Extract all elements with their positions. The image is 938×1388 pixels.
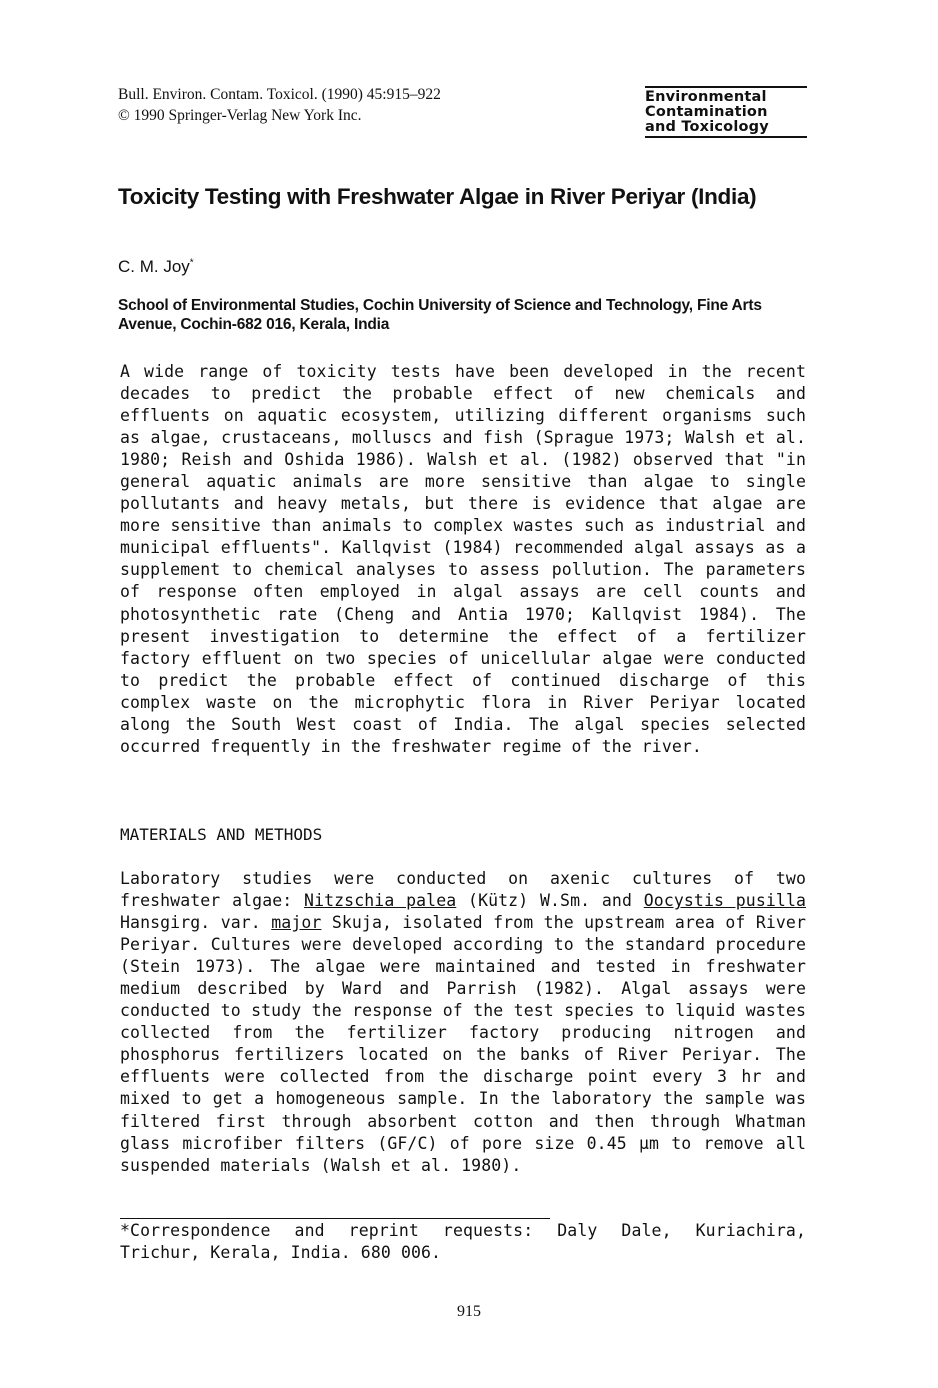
author-line	[118, 257, 194, 277]
running-header	[118, 84, 441, 126]
section-heading-methods: MATERIALS AND METHODS	[120, 825, 323, 844]
correspondence-footnote: *Correspondence and reprint requests: Daly Dale, Kuriachira, Trichur, Kerala, India. 680 006.	[120, 1221, 806, 1263]
footnote-divider	[120, 1218, 550, 1219]
author-name: C. M. Joy	[118, 257, 190, 276]
species-name-nitzschia: Nitzschia palea	[304, 891, 457, 911]
article-title: Toxicity Testing with Freshwater Algae in River Periyar (India)	[118, 184, 757, 209]
species-name-oocystis: Oocystis pusilla	[643, 891, 807, 911]
journal-logo	[645, 86, 807, 138]
logo-top-rule	[645, 86, 807, 88]
author-footnote-mark: *	[189, 257, 194, 269]
copyright-notice: © 1990 Springer-Verlag New York Inc.	[118, 107, 362, 124]
methods-text-4: Skuja, isolated from the upstream area of River Periyar. Cultures were developed according to the standard procedure (Stein 1973). The algae were maintained and tested in freshwater medium described by Ward and Parrish (1982). Algal assays were conducted to study the response of the test species to liquid wastes collected from the fertilizer factory producing nitrogen and phosphorus fertilizers located on the banks of River Periyar. The effluents were collected from the discharge point every 3 hr and mixed to get a homogeneous sample. In the laboratory the sample was filtered first through absorbent cotton and then through Whatman glass microfiber filters (GF/C) of pore size 0.45 µm to remove all suspended materials (Walsh et al. 1980).	[120, 913, 806, 1175]
methods-paragraph	[120, 868, 806, 1177]
logo-line-3: and Toxicology	[645, 119, 769, 135]
author-affiliation: School of Environmental Studies, Cochin University of Science and Technology, Fine Arts Avenue, Cochin-682 016, Kerala, India	[118, 297, 762, 333]
methods-text-2: (Kütz) W.Sm. and	[456, 891, 644, 911]
logo-bottom-rule	[645, 136, 807, 138]
page-number: 915	[457, 1303, 481, 1320]
logo-line-1: Environmental	[645, 89, 767, 105]
logo-line-2: Contamination	[645, 104, 768, 120]
journal-citation: Bull. Environ. Contam. Toxicol. (1990) 45:915–922	[118, 86, 441, 103]
methods-text-3: Hansgirg. var.	[120, 913, 272, 933]
variety-name-major: major	[271, 913, 322, 933]
methods-text-1: Laboratory studies were conducted on axenic cultures of two freshwater algae:	[120, 869, 806, 911]
intro-paragraph: A wide range of toxicity tests have been developed in the recent decades to predict the probable effect of new chemicals and effluents on aquatic ecosystem, utilizing different organisms such as algae, crustaceans, molluscs and fish (Sprague 1973; Walsh et al. 1980; Reish and Oshida 1986). Walsh et al. (1982) observed that "in general aquatic animals are more sensitive than algae to single pollutants and heavy metals, but there is evidence that algae are more sensitive than animals to complex wastes such as industrial and municipal effluents". Kallqvist (1984) recommended algal assays as a supplement to chemical analyses to assess pollution. The parameters of response often employed in algal assays are cell counts and photosynthetic rate (Cheng and Antia 1970; Kallqvist 1984). The present investigation to determine the effect of a fertilizer factory effluent on two species of unicellular algae were conducted to predict the probable effect of continued discharge of this complex waste on the microphytic flora in River Periyar located along the South West coast of India. The algal species selected occurred frequently in the freshwater regime of the river.	[120, 362, 806, 756]
